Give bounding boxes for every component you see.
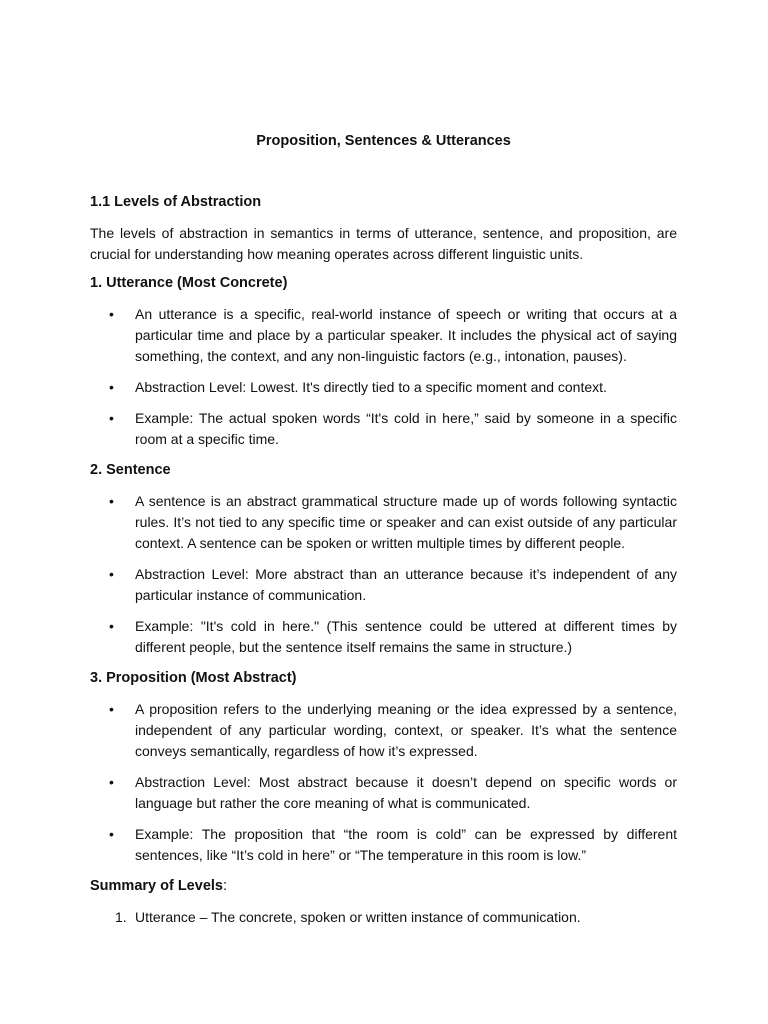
list-item: [90, 616, 677, 658]
list-item: [90, 408, 677, 450]
sentence-bullet-list: [90, 491, 677, 658]
list-item: [90, 824, 677, 866]
list-item-text: A proposition refers to the underlying meaning or the idea expressed by a sentence, independent of any particular wording, context, or speaker. It’s what the sentence conveys semantically, regardless of how it’s expressed.: [135, 701, 677, 759]
bullet-icon: •: [109, 306, 114, 322]
intro-paragraph: The levels of abstraction in semantics in terms of utterance, sentence, and proposition, are crucial for understanding how meaning operates across different linguistic units.: [90, 225, 677, 262]
section-heading: 1.1 Levels of Abstraction: [90, 194, 262, 210]
bullet-icon: •: [109, 493, 114, 509]
bullet-icon: •: [109, 774, 114, 790]
list-item: [90, 377, 677, 398]
bullet-icon: •: [109, 410, 114, 426]
list-item: [90, 564, 677, 606]
summary-list: [90, 907, 677, 928]
utterance-bullet-list: [90, 304, 677, 450]
list-item: [90, 699, 677, 762]
list-item-number: 1.: [115, 909, 127, 925]
list-item-text: Abstraction Level: More abstract than an utterance because it’s independent of any particular instance of communication.: [135, 566, 677, 603]
list-item: [90, 907, 677, 928]
list-item: [90, 772, 677, 814]
bullet-icon: •: [109, 701, 114, 717]
list-item-text: Utterance – The concrete, spoken or written instance of communication.: [135, 909, 581, 925]
list-item-text: Abstraction Level: Most abstract because it doesn’t depend on specific words or language but rather the core meaning of what is communicated.: [135, 774, 677, 811]
list-item-text: An utterance is a specific, real-world instance of speech or writing that occurs at a particular time and place by a particular speaker. It includes the physical act of saying something, the context, and any non-linguistic factors (e.g., intonation, pauses).: [135, 306, 677, 364]
bullet-icon: •: [109, 826, 114, 842]
summary-heading-colon: :: [222, 878, 228, 894]
list-item-text: Abstraction Level: Lowest. It's directly tied to a specific moment and context.: [135, 379, 607, 395]
bullet-icon: •: [109, 618, 114, 634]
bullet-icon: •: [109, 566, 114, 582]
proposition-bullet-list: [90, 699, 677, 866]
utterance-heading: 1. Utterance (Most Concrete): [90, 275, 288, 291]
sentence-heading: 2. Sentence: [90, 462, 171, 478]
list-item-text: Example: The actual spoken words “It's cold in here,” said by someone in a specific room at a specific time.: [135, 410, 677, 447]
bullet-icon: •: [109, 379, 114, 395]
list-item-text: Example: The proposition that “the room is cold” can be expressed by different sentences, like “It’s cold in here” or “The temperature in this room is low.”: [135, 826, 677, 863]
proposition-heading: 3. Proposition (Most Abstract): [90, 670, 297, 686]
summary-heading-text: Summary of Levels: [90, 878, 223, 894]
list-item: [90, 304, 677, 367]
document-title: Proposition, Sentences & Utterances: [256, 133, 511, 149]
list-item: [90, 491, 677, 554]
list-item-text: A sentence is an abstract grammatical structure made up of words following syntactic rules. It’s not tied to any specific time or speaker and can exist outside of any particular context. A sentence can be spoken or written multiple times by different people.: [135, 493, 677, 551]
list-item-text: Example: "It's cold in here." (This sentence could be uttered at different times by different people, but the sentence itself remains the same in structure.): [135, 618, 677, 655]
summary-heading: [90, 876, 677, 896]
